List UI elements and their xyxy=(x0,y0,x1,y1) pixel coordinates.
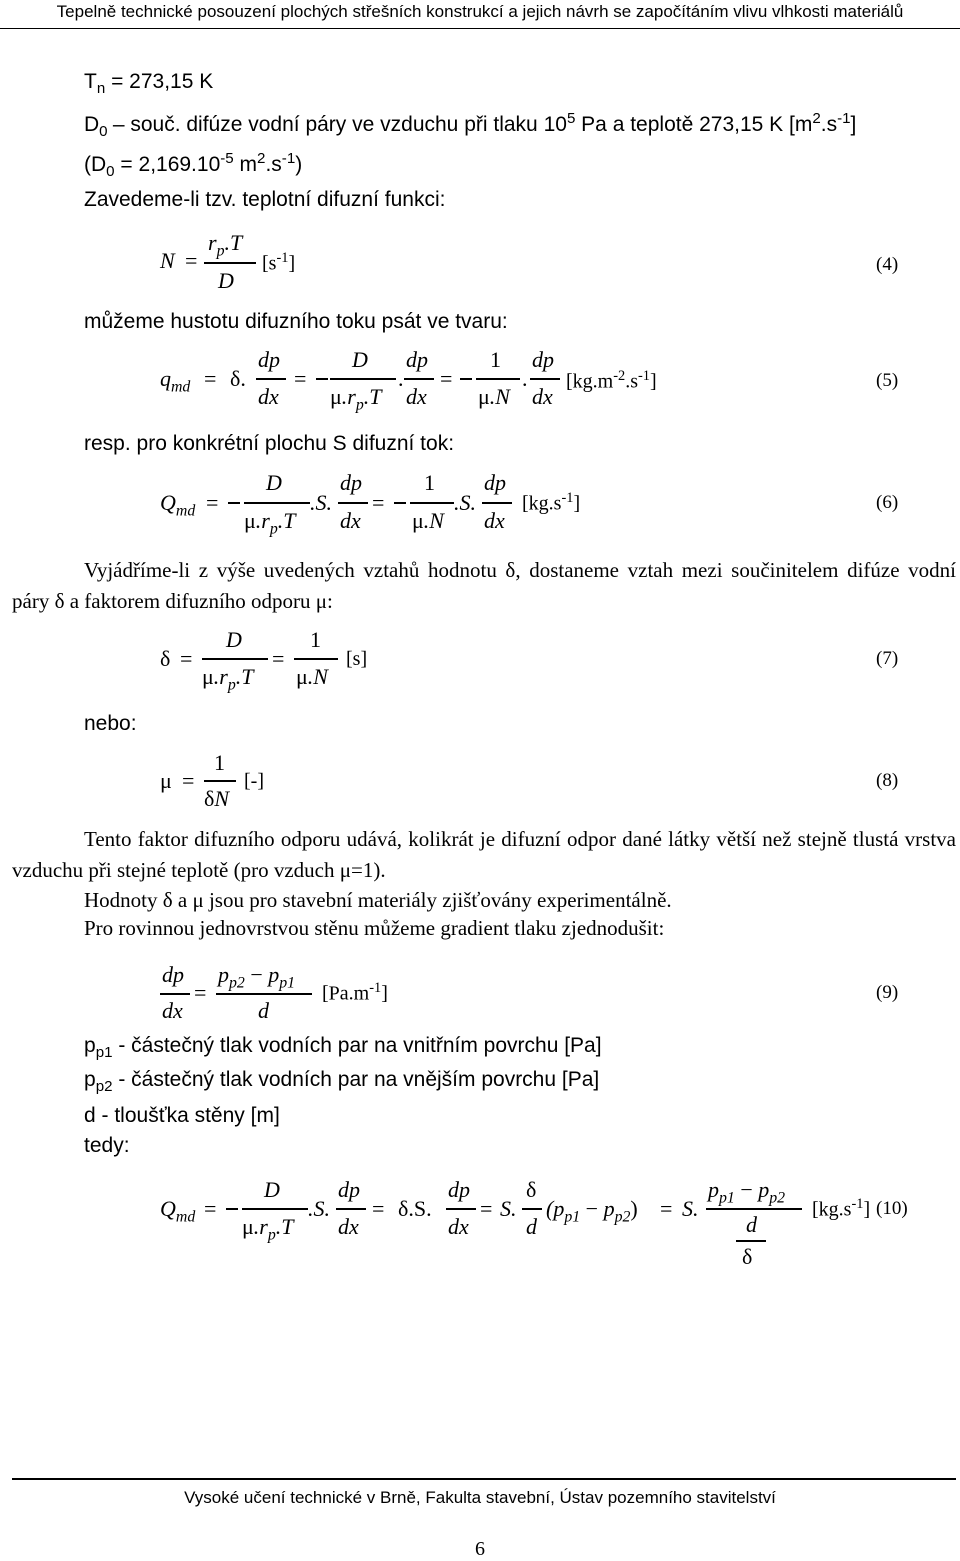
eq10-s-1: .S. xyxy=(308,1196,330,1221)
eq5-mu: μ xyxy=(330,384,342,409)
eq10-p1-sub: p1 xyxy=(564,1208,581,1226)
eq5-d-num: D xyxy=(352,347,368,372)
eq6-t: .T xyxy=(277,508,296,533)
eq5-dp-3: dp xyxy=(532,347,554,372)
eq10-fraction-bar-6 xyxy=(736,1240,766,1242)
eq10-equals-4: = xyxy=(660,1196,673,1221)
eq10-minus: − xyxy=(585,1196,599,1221)
eq5-dot-1: . xyxy=(398,366,404,391)
eq10-den-1 xyxy=(242,1214,294,1244)
d0-value-open: (D xyxy=(84,153,107,176)
page-footer: Vysoké učení technické v Brně, Fakulta stavební, Ústav pozemního stavitelství xyxy=(184,1488,776,1507)
eq10-unit-close: ] xyxy=(863,1198,871,1221)
eq5-equals-1: = xyxy=(204,366,217,391)
eq10-dp-2: dp xyxy=(448,1177,470,1202)
eq9-p2-sub: p2 xyxy=(229,974,245,992)
eq10-close: ) xyxy=(630,1196,638,1221)
eq10-lhs xyxy=(160,1196,195,1226)
d0-value-exp-3: -1 xyxy=(281,150,296,167)
eq5-minus-1 xyxy=(316,378,328,380)
eq5-dot-2: . xyxy=(522,366,528,391)
eq7-p: p xyxy=(227,676,236,694)
eq4-num-p: p xyxy=(216,242,225,260)
eq7-equals-2: = xyxy=(272,646,285,671)
d0-exp-3: -1 xyxy=(837,110,851,127)
pp2-definition xyxy=(84,1068,599,1095)
pp2-symbol: p xyxy=(84,1068,96,1091)
eq4-unit-text: [s xyxy=(262,252,277,275)
d0-text-3: .s xyxy=(820,113,838,136)
eq10-open: (p xyxy=(546,1196,565,1221)
eq10-equals-3: = xyxy=(480,1196,493,1221)
eq5-delta: δ. xyxy=(230,366,246,391)
eq10-t: .T xyxy=(275,1214,294,1239)
eq6-mu: μ xyxy=(244,508,256,533)
eq7-number: (7) xyxy=(876,648,899,669)
eq5-n: .N xyxy=(489,384,510,409)
eq9-minus: − xyxy=(250,962,263,987)
eq5-fraction-bar-3 xyxy=(404,378,434,380)
eq6-fraction-bar-3 xyxy=(410,502,454,504)
nebo-text: nebo: xyxy=(84,712,137,735)
eq10-d-den: d xyxy=(526,1214,537,1239)
eq7-r: .r xyxy=(213,664,228,689)
eq10-big-num xyxy=(708,1177,785,1207)
eq5-equals-2: = xyxy=(294,366,307,391)
eq5-den-2 xyxy=(330,384,382,414)
eq5-unit xyxy=(566,368,657,394)
paragraph-1: Vyjádříme-li z výše uvedených vztahů hodnotu δ, dostaneme vztah mezi součinitelem difúze vodní páry δ a faktorem difuzního odporu μ: xyxy=(12,558,956,613)
d0-definition xyxy=(84,110,856,140)
eq10-delta-s xyxy=(398,1196,432,1222)
eq6-s-1: .S. xyxy=(310,490,332,515)
eq6-minus-2 xyxy=(394,502,406,504)
paragraph-3: Hodnoty δ a μ jsou pro stavební materiály zjišťovány experimentálně. xyxy=(84,888,672,912)
eq6-dx-1: dx xyxy=(340,508,361,533)
eq6-p: p xyxy=(269,520,278,538)
d0-value-exp-2: 2 xyxy=(257,150,266,167)
eq4-unit xyxy=(262,250,295,276)
eq6-n: .N xyxy=(423,508,444,533)
d0-value-text-2: m xyxy=(233,153,258,176)
eq10-equals-2: = xyxy=(372,1196,385,1221)
d0-value-text: = 2,169.10 xyxy=(114,153,221,176)
eq6-md: md xyxy=(175,502,196,520)
d0-exp: 5 xyxy=(566,110,576,127)
eq8-n: N xyxy=(214,786,230,811)
eq7-t: .T xyxy=(235,664,254,689)
eq9-unit xyxy=(322,980,388,1006)
eq9-unit-exp: -1 xyxy=(369,980,382,996)
eq6-fraction-bar-2 xyxy=(338,502,368,504)
eq4-num-t: .T xyxy=(224,230,243,255)
eq5-dx-1: dx xyxy=(258,384,279,409)
d0-text-2: Pa a teplotě 273,15 K [m xyxy=(575,113,813,136)
eq10-p-d: p xyxy=(758,1177,770,1202)
eq7-unit: [s] xyxy=(346,648,368,670)
eq6-d-num: D xyxy=(266,470,282,495)
eq5-mu-2: μ xyxy=(478,384,490,409)
tn-subscript: n xyxy=(96,80,106,98)
eq5-fraction-bar-2 xyxy=(330,378,396,380)
eq9-p-1: p xyxy=(268,962,280,987)
eq6-fraction-bar-1 xyxy=(244,502,310,504)
eq10-delta-den: δ xyxy=(742,1244,753,1269)
eq4-unit-exp: -1 xyxy=(276,250,289,266)
tn-value: = 273,15 K xyxy=(105,70,214,93)
d0-text: – souč. difúze vodní páry ve vzduchu při tlaku 10 xyxy=(112,113,567,136)
d0-value xyxy=(84,150,302,180)
tn-symbol: T xyxy=(84,70,97,93)
eq10-fraction-bar-3 xyxy=(446,1208,476,1210)
eq4-unit-close: ] xyxy=(288,252,296,275)
paragraph-4: Pro rovinnou jednovrstvou stěnu můžeme gradient tlaku zjednodušit: xyxy=(84,916,665,940)
eq10-dx-2: dx xyxy=(448,1214,469,1239)
d0-value-subscript: 0 xyxy=(106,163,115,181)
eq9-p-2: p xyxy=(218,962,229,987)
eq6-s-2: .S. xyxy=(454,490,476,515)
eq5-unit-close: ] xyxy=(650,370,657,393)
eq9-unit-close: ] xyxy=(381,982,388,1005)
eq5-unit-text-2: .s xyxy=(625,370,639,393)
eq8-number: (8) xyxy=(876,770,899,791)
eq7-mu: μ xyxy=(202,664,214,689)
eq9-fraction-bar-2 xyxy=(216,993,312,995)
eq4-fraction-bar xyxy=(204,262,256,264)
paragraph-2: Tento faktor difuzního odporu udává, kolikrát je difuzní odpor dané látky větší než stejně tlustá vrstva vzduchu při stejné teplotě (pro vzduch μ=1). xyxy=(12,827,956,882)
eq10-q: Q xyxy=(160,1196,176,1221)
eq10-minus-1 xyxy=(226,1208,238,1210)
eq4-lhs: N xyxy=(160,248,175,273)
eq4-equals: = xyxy=(185,248,198,273)
eq7-den-1 xyxy=(202,664,254,694)
pp1-text: - částečný tlak vodních par na vnitřním povrchu [Pa] xyxy=(112,1034,602,1057)
eq6-den-1 xyxy=(244,508,296,538)
eq10-p1-sub-2: p1 xyxy=(719,1189,735,1207)
eq8-delta: δ xyxy=(204,786,215,811)
eq6-one: 1 xyxy=(424,470,435,495)
eq10-md: md xyxy=(175,1208,196,1226)
eq5-number: (5) xyxy=(876,370,899,391)
d0-subscript: 0 xyxy=(99,123,108,141)
eq9-unit-text: [Pa.m xyxy=(322,982,370,1005)
eq10-fraction-bar-4 xyxy=(522,1208,542,1210)
eq5-one: 1 xyxy=(490,347,501,372)
eq7-one: 1 xyxy=(310,627,321,652)
eq5-dp-2: dp xyxy=(406,347,428,372)
pp2-subscript: p2 xyxy=(95,1078,113,1096)
eq9-p1-sub: p1 xyxy=(279,974,296,992)
eq10-p: p xyxy=(267,1226,276,1244)
eq10-number: (10) xyxy=(876,1198,908,1219)
resp-text: resp. pro konkrétní plochu S difuzní tok: xyxy=(84,432,455,455)
eq5-md: md xyxy=(171,378,191,396)
eq5-lhs xyxy=(160,366,190,396)
eq5-equals-3: = xyxy=(440,366,453,391)
eq6-unit xyxy=(522,490,580,516)
tn-definition xyxy=(84,70,213,97)
eq6-unit-exp: -1 xyxy=(561,490,574,506)
eq10-dx-1: dx xyxy=(338,1214,359,1239)
footer-divider xyxy=(12,1478,956,1480)
eq8-equals: = xyxy=(182,768,195,793)
pp1-symbol: p xyxy=(84,1034,96,1057)
eq10-p2-sub-2: p2 xyxy=(769,1189,786,1207)
eq9-number: (9) xyxy=(876,982,899,1003)
eq8-mu: μ xyxy=(160,768,172,793)
pp1-subscript: p1 xyxy=(95,1044,113,1062)
eq10-dp-1: dp xyxy=(338,1177,360,1202)
eq5-unit-text: [kg.m xyxy=(566,370,614,393)
eq10-fraction-bar-2 xyxy=(336,1208,366,1210)
eq9-fraction-bar-1 xyxy=(160,993,190,995)
eq5-r: .r xyxy=(341,384,356,409)
eq10-r: .r xyxy=(253,1214,268,1239)
d-definition: d - tloušťka stěny [m] xyxy=(84,1104,280,1127)
page-number: 6 xyxy=(475,1538,485,1560)
eq8-one: 1 xyxy=(214,750,225,775)
eq4-denominator: D xyxy=(218,268,234,293)
eq6-unit-close: ] xyxy=(573,492,581,515)
eq10-fraction-bar-1 xyxy=(242,1208,308,1210)
eq10-s-3: S. xyxy=(682,1196,699,1221)
eq7-equals-1: = xyxy=(180,646,193,671)
eq6-number: (6) xyxy=(876,492,899,513)
eq10-p-b: p xyxy=(603,1196,615,1221)
eq5-t: .T xyxy=(363,384,382,409)
eq5-dx-2: dx xyxy=(406,384,427,409)
d0-symbol: D xyxy=(84,113,100,136)
eq5-q: q xyxy=(160,366,171,391)
pp2-text: - částečný tlak vodních par na vnějším povrchu [Pa] xyxy=(112,1068,600,1091)
eq4-numerator xyxy=(208,230,242,260)
eq6-r: .r xyxy=(255,508,270,533)
eq9-dp: dp xyxy=(162,962,184,987)
eq7-delta: δ xyxy=(160,646,171,671)
eq7-n: .N xyxy=(307,664,328,689)
eq5-den-4 xyxy=(478,384,510,410)
d0-value-text-4: ) xyxy=(295,153,303,176)
eq10-paren-expr xyxy=(546,1196,638,1226)
eq7-den-2 xyxy=(296,664,328,690)
eq9-d: d xyxy=(258,998,269,1023)
eq10-delta-num: δ xyxy=(526,1177,537,1202)
eq10-unit xyxy=(812,1196,870,1222)
eq5-dp-1: dp xyxy=(258,347,280,372)
eq9-dx: dx xyxy=(162,998,183,1023)
d0-exp-2: 2 xyxy=(812,110,821,127)
d0-value-exp: -5 xyxy=(220,150,234,167)
eq7-fraction-bar-2 xyxy=(294,658,338,660)
eq4-num-r: r xyxy=(208,230,217,255)
flux-intro-text: můžeme hustotu difuzního toku psát ve tvaru: xyxy=(84,310,508,333)
eq10-fraction-bar-5 xyxy=(706,1208,802,1210)
eq6-dp-2: dp xyxy=(484,470,506,495)
eq5-fraction-bar-5 xyxy=(530,378,560,380)
eq7-d-num: D xyxy=(226,627,242,652)
eq5-unit-exp-1: -2 xyxy=(613,368,626,384)
eq6-unit-text: [kg.s xyxy=(522,492,562,515)
eq5-minus-2 xyxy=(460,378,472,380)
eq6-dx-2: dx xyxy=(484,508,505,533)
eq8-fraction-bar xyxy=(204,780,236,782)
eq9-numerator xyxy=(218,962,295,992)
tedy-text: tedy: xyxy=(84,1134,130,1157)
eq7-mu-2: μ xyxy=(296,664,308,689)
eq5-p: p xyxy=(355,396,364,414)
eq10-minus-2: − xyxy=(740,1177,753,1202)
eq8-den xyxy=(204,786,229,812)
eq10-delta-s-text: δ.S. xyxy=(398,1196,432,1221)
page-header: Tepelně technické posouzení plochých střešních konstrukcí a jejich návrh se započítáním vlivu vlhkosti materiálů xyxy=(0,0,960,29)
eq10-p-c: p xyxy=(708,1177,719,1202)
eq5-dx-3: dx xyxy=(532,384,553,409)
eq6-q: Q xyxy=(160,490,176,515)
eq10-mu: μ xyxy=(242,1214,254,1239)
eq10-equals-1: = xyxy=(204,1196,217,1221)
eq6-fraction-bar-4 xyxy=(482,502,512,504)
eq6-dp-1: dp xyxy=(340,470,362,495)
eq6-equals-2: = xyxy=(372,490,385,515)
eq5-unit-exp-2: -1 xyxy=(638,368,651,384)
eq6-mu-2: μ xyxy=(412,508,424,533)
eq9-equals: = xyxy=(194,980,207,1005)
eq6-minus-1 xyxy=(228,502,240,504)
eq4-number: (4) xyxy=(876,254,899,275)
eq10-d-num: D xyxy=(264,1177,280,1202)
eq6-lhs xyxy=(160,490,195,520)
eq10-p2-sub: p2 xyxy=(614,1208,631,1226)
eq10-s-2: S. xyxy=(500,1196,517,1221)
d0-value-text-3: .s xyxy=(265,153,282,176)
intro-text: Zavedeme-li tzv. teplotní difuzní funkci: xyxy=(84,188,446,211)
eq5-fraction-bar-4 xyxy=(476,378,520,380)
eq10-unit-exp: -1 xyxy=(851,1196,864,1212)
d0-text-4: ] xyxy=(850,113,857,136)
eq10-unit-text: [kg.s xyxy=(812,1198,852,1221)
eq8-unit: [-] xyxy=(244,770,264,792)
eq7-fraction-bar-1 xyxy=(202,658,268,660)
eq5-fraction-bar-1 xyxy=(256,378,286,380)
eq10-d-mid: d xyxy=(746,1212,757,1237)
eq6-den-3 xyxy=(412,508,444,534)
eq6-equals-1: = xyxy=(206,490,219,515)
pp1-definition xyxy=(84,1034,602,1061)
